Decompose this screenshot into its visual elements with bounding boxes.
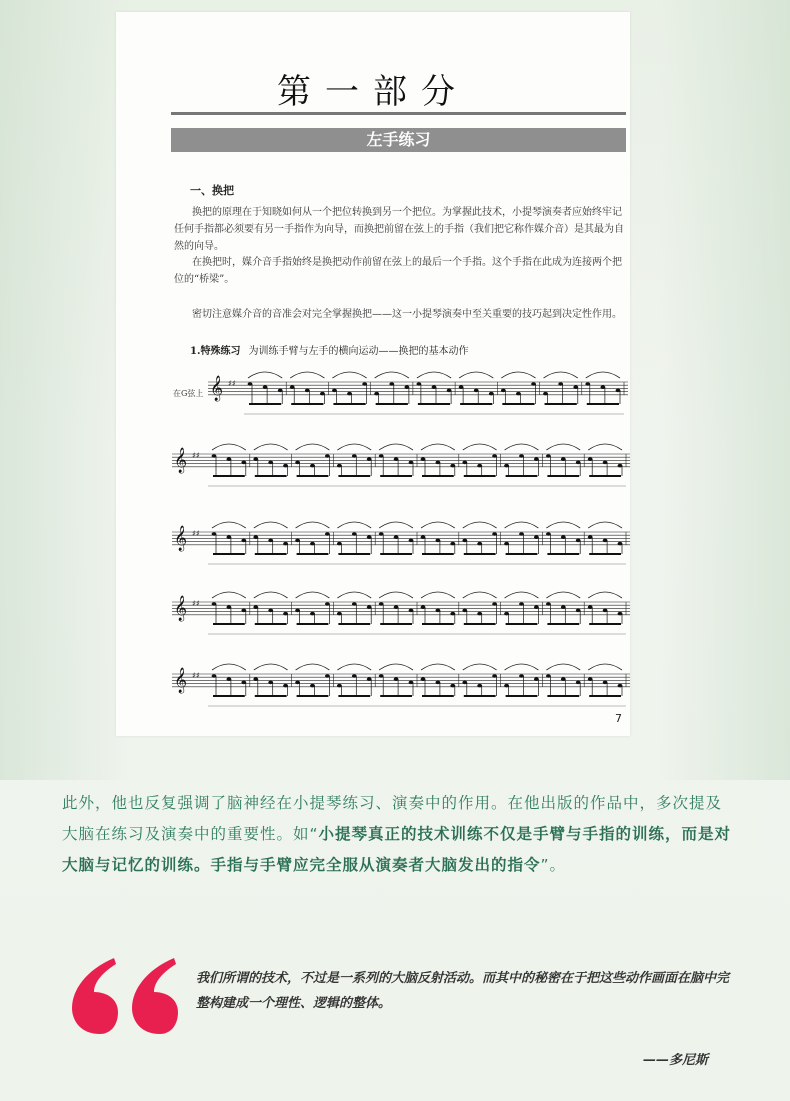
music-staff-1 [208, 358, 628, 418]
body-text-intro: 此外，他也反复强调了脑神经在小提琴练习、演奏中的作用。在他出版的作品中，多次提及大脑在练习及演奏中的重要性。如“ [62, 794, 723, 843]
section-heading: 一、换把 [190, 184, 234, 197]
body-paragraph [62, 788, 738, 881]
paragraph-1: 换把的原理在于知晓如何从一个把位转换到另一个把位。为掌握此技术，小提琴演奏者应始终牢记任何手指都必须要有另一手指作为向导，而换把前留在弦上的手指（我们把它称作媒介音）是其最为自然的向导。 [174, 207, 624, 252]
paragraph-3: 密切注意媒介音的音准会对完全掌握换把——这一小提琴演奏中至关重要的技巧起到决定性作用。 [192, 309, 622, 320]
svg-text:𝄞: 𝄞 [174, 526, 188, 551]
music-staff-3 [172, 508, 630, 568]
music-staff-5 [172, 650, 630, 710]
music-staff-4 [172, 578, 630, 638]
music-staff-2 [172, 430, 630, 490]
exercise-description: 为训练手臂与左手的横向运动——换把的基本动作 [248, 346, 469, 357]
svg-text:♯♯: ♯♯ [192, 599, 200, 608]
part-title: 第一部分 [277, 72, 469, 112]
section-title: 左手练习 [171, 128, 626, 152]
svg-text:♯♯: ♯♯ [192, 671, 200, 680]
background-decoration-right [660, 0, 790, 780]
svg-text:♯♯: ♯♯ [192, 529, 200, 538]
body-text-end: ”。 [540, 856, 567, 874]
background-decoration-left [0, 0, 130, 780]
exercise-label [190, 342, 468, 357]
book-page-image [116, 12, 630, 736]
title-rule [171, 112, 626, 115]
svg-text:𝄞: 𝄞 [210, 376, 224, 401]
exercise-number: 1.特殊练习 [190, 346, 241, 357]
svg-text:♯♯: ♯♯ [228, 379, 236, 388]
page-number: 7 [615, 712, 622, 725]
quote-text: 我们所谓的技术，不过是一系列的大脑反射活动。而其中的秘密在于把这些动作画面在脑中完整构建成一个理性、逻辑的整体。 [196, 971, 730, 1011]
quote-mark-icon [70, 956, 190, 1036]
paragraph-2: 在换把时，媒介音手指始终是换把动作前留在弦上的最后一个手指。这个手指在此成为连接两个把位的“桥梁”。 [174, 257, 622, 285]
svg-text:♯♯: ♯♯ [192, 451, 200, 460]
quote-author: ——多尼斯 [642, 1053, 708, 1068]
body-text-emphasis: 小提琴真正的技术训练不仅是手臂与手指的训练，而是对大脑与记忆的训练。手指与手臂应完全服从演奏者大脑发出的指令 [62, 825, 732, 874]
svg-text:𝄞: 𝄞 [174, 596, 188, 621]
svg-text:𝄞: 𝄞 [174, 668, 188, 693]
svg-text:𝄞: 𝄞 [174, 448, 188, 473]
string-label: 在G弦上 [173, 389, 204, 398]
